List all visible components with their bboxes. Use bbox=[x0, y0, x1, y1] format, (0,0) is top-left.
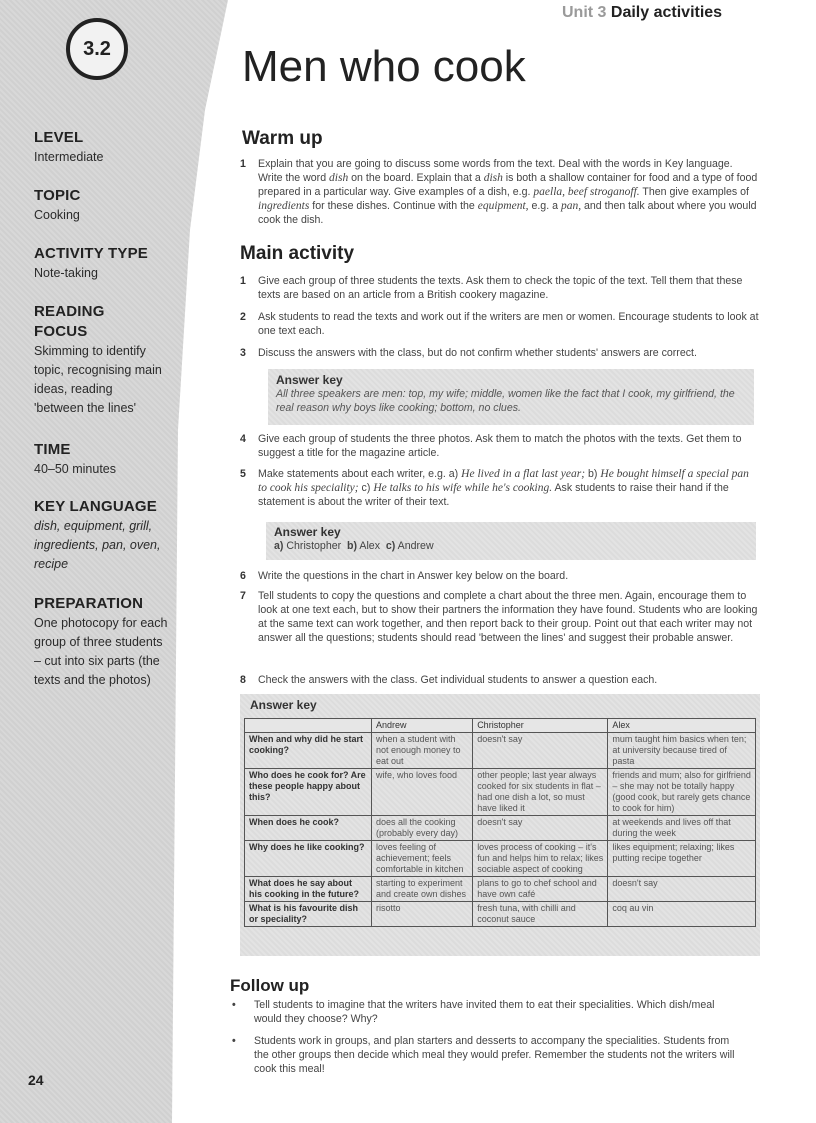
table-row: When and why did he start cooking? when a student with not enough money to eat out doesn't say mum taught him basics when ten; at university because tired of pasta bbox=[245, 733, 756, 769]
reading-focus-section bbox=[34, 302, 162, 418]
column-header: Christopher bbox=[473, 719, 608, 733]
follow-up-heading: Follow up bbox=[230, 976, 310, 995]
time-section bbox=[34, 440, 184, 479]
follow-up-bullet-2: • Students work in groups, and plan starters and desserts to accompany the specialities. Students from the other groups then decide which meal they would prefer. Remember the students not the writers will cook this meal! bbox=[232, 1035, 735, 1075]
reading-focus-heading-1: READING bbox=[34, 303, 105, 320]
answer-key-heading: Answer key bbox=[250, 698, 317, 712]
warm-up-item-1 bbox=[240, 157, 760, 227]
table-row: When does he cook? does all the cooking (probably every day) doesn't say at weekends and lives off that during the week bbox=[245, 816, 756, 841]
warm-up-heading: Warm up bbox=[242, 128, 323, 149]
reading-focus-text: Skimming to identify topic, recognising main ideas, reading 'between the lines' bbox=[34, 344, 162, 415]
reading-focus-heading-2: FOCUS bbox=[34, 323, 88, 340]
time-text: 40–50 minutes bbox=[34, 462, 117, 476]
time-heading: TIME bbox=[34, 441, 71, 458]
level-heading: LEVEL bbox=[34, 129, 84, 146]
topic-heading: TOPIC bbox=[34, 187, 81, 204]
activity-type-section bbox=[34, 244, 184, 283]
preparation-heading: PREPARATION bbox=[34, 595, 144, 612]
page-number: 24 bbox=[28, 1072, 44, 1088]
topic-text: Cooking bbox=[34, 208, 80, 222]
column-header: Andrew bbox=[372, 719, 473, 733]
main-item-1: 1 Give each group of three students the texts. Ask them to check the topic of the text. Tell them that these texts are based on an article from a British cookery magazine. bbox=[240, 275, 743, 301]
table-row: What is his favourite dish or speciality? risotto fresh tuna, with chilli and coconut sauce coq au vin bbox=[245, 902, 756, 927]
activity-type-text: Note-taking bbox=[34, 266, 98, 280]
column-header bbox=[245, 719, 372, 733]
answer-key-heading: Answer key bbox=[274, 525, 341, 539]
unit-title: Daily activities bbox=[610, 4, 723, 21]
main-item-4: 4 Give each group of students the three photos. Ask them to match the photos with the texts. Get them to suggest a title for the magazine article. bbox=[240, 433, 742, 459]
answer-key-1 bbox=[268, 369, 754, 425]
preparation-section bbox=[34, 594, 172, 690]
key-language-heading: KEY LANGUAGE bbox=[34, 498, 157, 515]
table-row: Why does he like cooking? loves feeling of achievement; feels comfortable in kitchen loves process of cooking – it's fun and helps him to relax; likes sociable aspect of cooking likes equipment; relaxing; likes putting recipe together bbox=[245, 841, 756, 877]
answer-key-2 bbox=[266, 522, 756, 560]
main-item-6: 6 Write the questions in the chart in Answer key below on the board. bbox=[240, 570, 569, 582]
answer-key-heading: Answer key bbox=[276, 373, 343, 387]
main-activity-heading: Main activity bbox=[240, 243, 355, 264]
activity-type-heading: ACTIVITY TYPE bbox=[34, 245, 149, 262]
chart-header-row bbox=[245, 719, 756, 733]
answer-key-text: All three speakers are men: top, my wife; middle, women like the fact that I cook, my girlfriend, the real reason why boys like cooking; bottom, no clues. bbox=[276, 388, 735, 414]
main-item-3: 3 Discuss the answers with the class, but do not confirm whether students' answers are correct. bbox=[240, 347, 697, 359]
item-text: Explain that you are going to discuss some words from the text. Deal with the words in Key language. Write the word dish on the board. Explain that a dish is both a shallow container for food and a type of food prepared in a particular way. Give examples of a dish, e.g. paella, beef stroganoff. Then give examples of ingredients for these dishes. Continue with the equipment, e.g. a pan, and then talk about where you would cook the dish. bbox=[258, 158, 758, 226]
main-item-8: 8 Check the answers with the class. Get individual students to answer a question each. bbox=[240, 674, 658, 686]
item-number: 1 bbox=[240, 158, 246, 170]
table-row: What does he say about his cooking in the future? starting to experiment and create own dishes plans to go to chef school and have own café doesn't say bbox=[245, 877, 756, 902]
main-item-5: 5 Make statements about each writer, e.g. a) He lived in a flat last year; b) He bought himself a special pan to cook his speciality; c) He talks to his wife while he's cooking. Ask students to raise their hand if the statement is about the writer of their text. bbox=[240, 468, 749, 508]
key-language-text: dish, equipment, grill, ingredients, pan, oven, recipe bbox=[34, 519, 161, 571]
level-text: Intermediate bbox=[34, 150, 104, 164]
unit-label: Unit 3 bbox=[562, 4, 607, 21]
lesson-number-badge: 3.2 bbox=[66, 18, 128, 80]
main-item-2: 2 Ask students to read the texts and work out if the writers are men or women. Encourage students to look at one text each. bbox=[240, 311, 759, 337]
preparation-text: One photocopy for each group of three students – cut into six parts (the texts and the photos) bbox=[34, 616, 168, 687]
main-item-7: 7 Tell students to copy the questions and complete a chart about the three men. Again, encourage them to look at one text each, but to show their partners the information they have found. Students who are looking at the same text can work together, and then report back to their group. Point out that each writer may not answer all the questions; students should read 'between the lines' and suggest their probable answer. bbox=[240, 590, 758, 644]
follow-up-bullet-1: • Tell students to imagine that the writers have invited them to eat their specialities. Which dish/meal would they choose? Why? bbox=[232, 999, 715, 1025]
topic-section bbox=[34, 186, 184, 225]
answer-key-text: a) Christopher b) Alex c) Andrew bbox=[274, 540, 434, 552]
key-language-section bbox=[34, 497, 174, 574]
answer-key-chart bbox=[244, 718, 756, 927]
unit-header bbox=[562, 4, 722, 22]
table-row: Who does he cook for? Are these people happy about this? wife, who loves food other people; last year always cooked for six students in flat – had one dish a lot, so must have liked it friends and mum; also for girlfriend – she may not be totally happy (good cook, but rarely gets chance to cook for him) bbox=[245, 769, 756, 816]
level-section bbox=[34, 128, 184, 167]
column-header: Alex bbox=[608, 719, 756, 733]
page-title: Men who cook bbox=[242, 42, 526, 91]
